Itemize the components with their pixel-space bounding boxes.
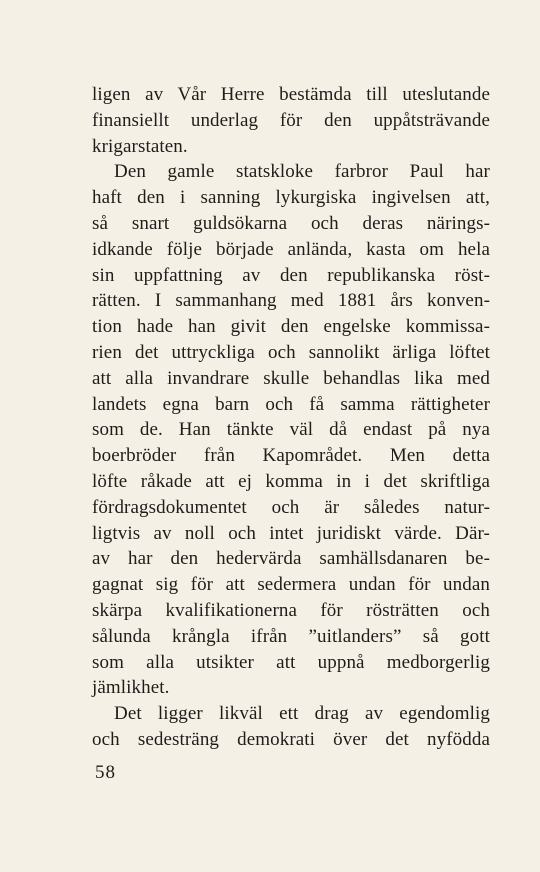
body-text xyxy=(92,82,490,753)
text-line: och sedesträng demokrati över det nyfödda xyxy=(92,728,490,750)
text-line: Det ligger likväl ett drag av egendomlig xyxy=(114,703,490,725)
text-line: gagnat sig för att sedermera undan för undan xyxy=(92,574,490,596)
text-line: rien det uttryckliga och sannolikt ärliga löftet xyxy=(92,341,490,363)
text-line: Den gamle statskloke farbror Paul har xyxy=(114,161,490,183)
text-line: ligen av Vår Herre bestämda till uteslutande xyxy=(92,84,490,105)
text-line: sin uppfattning av den republikanska röst- xyxy=(92,264,490,286)
paragraph xyxy=(92,82,490,159)
page-number: 58 xyxy=(95,762,116,783)
text-line: krigarstaten. xyxy=(92,135,188,157)
text-line: rätten. I sammanhang med 1881 års konven- xyxy=(92,290,490,312)
text-line: tion hade han givit den engelske kommissa- xyxy=(92,316,490,338)
paragraph xyxy=(92,159,490,701)
text-line: idkande följe började anlända, kasta om hela xyxy=(92,238,490,260)
text-line: finansiellt underlag för den uppåtsträvande xyxy=(92,109,490,131)
text-line: landets egna barn och få samma rättigheter xyxy=(92,393,490,415)
text-line: boerbröder från Kapområdet. Men detta xyxy=(92,445,490,467)
text-line: fördragsdokumentet och är således natur- xyxy=(92,496,490,518)
text-line: som alla utsikter att uppnå medborgerlig xyxy=(92,651,490,673)
text-line: haft den i sanning lykurgiska ingivelsen att, xyxy=(92,187,490,209)
text-line: sålunda krångla ifrån ”uitlanders” så gott xyxy=(92,625,490,647)
text-line: jämlikhet. xyxy=(92,677,170,699)
paragraph xyxy=(92,701,490,753)
text-line: som de. Han tänkte väl då endast på nya xyxy=(92,419,490,441)
text-line: så snart guldsökarna och deras närings- xyxy=(92,212,490,234)
text-line: skärpa kvalifikationerna för rösträtten och xyxy=(92,599,490,621)
text-line: att alla invandrare skulle behandlas lika med xyxy=(92,367,490,389)
text-line: löfte råkade att ej komma in i det skriftliga xyxy=(92,470,490,492)
text-line: av har den hedervärda samhällsdanaren be- xyxy=(92,548,490,570)
text-line: ligtvis av noll och intet juridiskt värde. Där- xyxy=(92,522,490,544)
